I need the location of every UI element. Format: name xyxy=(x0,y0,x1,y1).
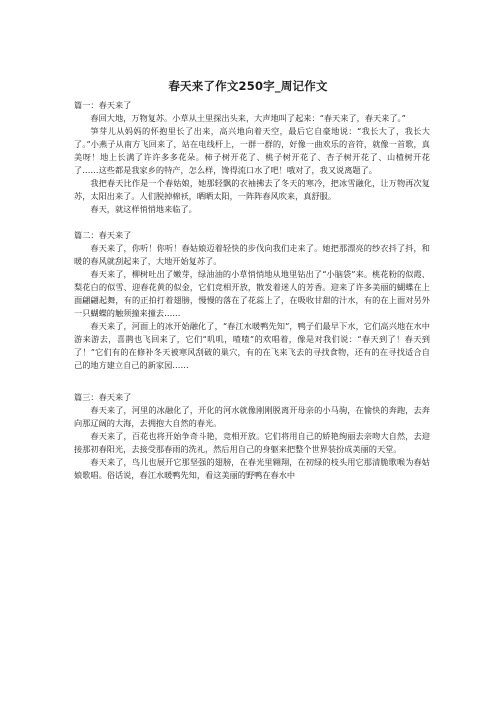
paragraph: 春天来了，你听！你听！春姑娘迈着轻快的步伐向我们走来了。她把那漂亮的纱衣抖了抖，和暖的春风就刮起来了，大地开始复苏了。 xyxy=(74,243,430,266)
paragraph: 春天来了，河里的冰融化了，开化的河水就像刚刚脱离开母亲的小马驹，在愉快的奔跑，去奔向那辽阔的大海，去拥抱大自然的春光。 xyxy=(74,405,430,428)
section-heading: 篇一：春天来了 xyxy=(74,100,132,110)
section-1 xyxy=(74,99,430,216)
section-heading: 篇三：春天来了 xyxy=(74,392,132,402)
paragraph: 春天来了，鸟儿也展开它那坚强的翅膀，在春光里翱翔，在初绿的枝头用它那清脆歌喉为春姑娘歌唱。俗话说，春江水暖鸭先知，看这美丽的野鸭在春水中 xyxy=(74,457,430,480)
paragraph: 我把春天比作是一个春姑娘，她那轻飘的衣袖拂去了冬天的寒冷，把冰雪融化，让万物再次复苏，太阳出来了。人们脱掉棉袄，晒晒太阳，一阵阵春风吹来，真舒服。 xyxy=(74,178,430,201)
document-body xyxy=(74,99,430,482)
paragraph: 春天来了，柳树吐出了嫩芽，绿油油的小草悄悄地从地里钻出了“小脑袋”来。桃花粉的似霞、梨花白的似雪、迎春花黄的似金，它们竞相开放，散发着迷人的芳香。迎来了许多美丽的蝴蝶在上面翩翩起舞，有的正拍打着翅膀，慢慢的落在了花蕊上了，在吸收甘甜的汁水，有的在上面对另外一只蝴蝶的触须撞来撞去…… xyxy=(74,269,430,318)
paragraph: 春回大地，万物复苏。小草从土里探出头来，大声地叫了起来：“春天来了，春天来了。” xyxy=(90,113,406,123)
section-spacer xyxy=(74,372,430,391)
paragraph: 春天，就这样悄悄地来临了。 xyxy=(90,204,197,214)
section-2 xyxy=(74,229,430,372)
section-spacer xyxy=(74,216,430,229)
section-3 xyxy=(74,391,430,482)
paragraph: 笋芽儿从妈妈的怀抱里长了出来，高兴地向着天空，最后它自豪地说：“我长大了，我长大了。”小燕子从南方飞回来了，站在电线杆上，一群一群的，好像一曲欢乐的音符，就像一首歌，真美呀！地上长满了许许多多花朵。柿子树开花了、桃子树开花了、杏子树开花了、山楂树开花了……这些都是我家乡的特产，怎么样，馋得流口水了吧！哦对了，我又说离题了。 xyxy=(74,126,430,175)
paragraph: 春天来了，河面上的冰开始融化了，“春江水暖鸭先知”，鸭子们最早下水，它们高兴地在水中游来游去，喜鹊也飞回来了，它们“叽叽，喳喳”的欢唱着，像是对我们说：“春天到了！春天到了！”它们有的在修补冬天被寒风刮破的巢穴，有的在飞来飞去的寻找食物，还有的在寻找适合自己的地方建立自己的新家园…… xyxy=(74,321,430,370)
section-heading: 篇二：春天来了 xyxy=(74,230,132,240)
document-title: 春天来了作文250字_周记作文 xyxy=(168,79,328,93)
paragraph: 春天来了，百花也将开始争奇斗艳，竞相开放。它们将用自己的娇艳绚丽去亲吻大自然，去迎接那初春阳光，去接受那春雨的洗礼，然后用自己的身躯来把整个世界装扮成美丽的天堂。 xyxy=(74,431,430,454)
